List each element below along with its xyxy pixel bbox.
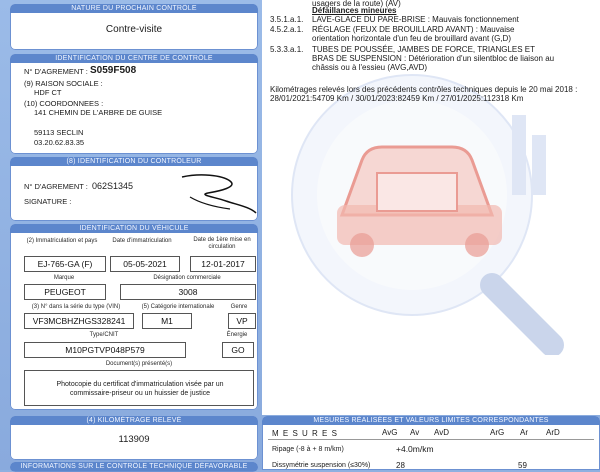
genre-label: Genre — [230, 304, 248, 310]
designation-label: Désignation commerciale — [153, 275, 221, 281]
center-raison-value: HDF CT — [34, 88, 62, 97]
first-circ-label: Date de 1ère mise en circulation — [193, 237, 251, 250]
defect-code-2: 4.5.2.a.1. — [270, 25, 304, 34]
partial-measure-label: Dissymétrie suspension (≤30%) — [272, 462, 371, 469]
docs-label: Document(s) présenté(s) — [105, 361, 173, 367]
center-agrement-value: S059F508 — [90, 65, 137, 76]
next-control-box — [10, 4, 258, 50]
ripage-value: +4.0m/km — [396, 444, 434, 454]
km-history: Kilométrages relevés lors des précédents contrôles techniques depuis le 20 mai 2018 : 28/01/2021:54709 Km / 30/01/2023:82459 Km / 27/01/2025:112318 Km — [270, 85, 578, 103]
center-raison-label: (9) RAISON SOCIALE : — [24, 79, 103, 88]
mileage-value: 113909 — [118, 434, 150, 445]
cnit-field: M10PGTVP048P579 — [24, 342, 186, 358]
measures-col-ar: Ar — [520, 428, 528, 437]
controller-header: (8) IDENTIFICATION DU CONTRÔLEUR — [10, 157, 258, 166]
unfavorable-info-header: INFORMATIONS SUR LE CONTRÔLE TECHNIQUE DÉFAVORABLE — [10, 462, 258, 471]
designation-field: 3008 — [120, 284, 256, 300]
mileage-box — [10, 416, 258, 460]
controller-agrement-label: N° D'AGREMENT : — [24, 182, 88, 191]
measures-divider — [268, 439, 594, 440]
defects-panel — [262, 0, 600, 415]
minor-defects-title: Défaillances mineures — [312, 6, 397, 15]
date-immat-field: 05-05-2021 — [110, 256, 180, 272]
measures-col-arg: ArG — [490, 428, 505, 437]
center-agrement-label: N° D'AGREMENT : — [24, 67, 88, 76]
next-control-value: Contre-visite — [105, 24, 163, 35]
categorie-field: M1 — [142, 313, 192, 329]
measures-col-title: M E S U R E S — [272, 429, 338, 438]
measures-col-avg: AvG — [382, 428, 398, 437]
date-immat-label: Date d'immatriculation — [112, 238, 172, 244]
categorie-label: (5) Catégorie internationale — [141, 304, 215, 310]
center-box — [10, 54, 258, 154]
energie-label: Énergie — [226, 332, 248, 338]
center-address2: 59113 SECLIN — [34, 128, 84, 137]
immat-label: (2) Immatriculation et pays — [26, 238, 98, 244]
measures-box — [262, 416, 600, 470]
signature-drawing — [160, 167, 258, 217]
center-phone: 03.20.62.83.35 — [34, 138, 85, 147]
defect-text-1: LAVE-GLACE DU PARE-BRISE : Mauvais fonctionnement — [312, 15, 519, 24]
ripage-label: Ripage (-8 à + 8 m/km) — [272, 446, 344, 453]
defect-code-3: 5.3.3.a.1. — [270, 45, 304, 54]
first-circ-field: 12-01-2017 — [190, 256, 256, 272]
docs-field — [24, 370, 254, 406]
controller-agrement-value: 062S1345 — [92, 181, 134, 191]
measures-col-av: Av — [410, 428, 420, 437]
next-control-header: NATURE DU PROCHAIN CONTRÔLE — [10, 4, 258, 13]
docs-value: Photocopie du certificat d'immatriculation visée par un commissaire-priseur ou un huissier de justice — [56, 381, 224, 397]
marque-label: Marque — [53, 275, 75, 281]
partial-measure-v1: 28 — [396, 461, 405, 470]
defect-code-1: 3.5.1.a.1. — [270, 15, 304, 24]
defect-top-partial: usagers de la route) (AV) — [312, 0, 401, 8]
center-address1: 141 CHEMIN DE L'ARBRE DE GUISE — [34, 108, 163, 117]
cnit-label: Type/CNIT — [89, 332, 119, 338]
partial-measure-v2: 59 — [518, 461, 527, 470]
immat-field: EJ-765-GA (F) — [24, 256, 106, 272]
genre-field: VP — [228, 313, 256, 329]
vin-field: VF3MCBHZHGS328241 — [24, 313, 134, 329]
measures-col-avd: AvD — [434, 428, 449, 437]
unfavorable-info-box — [10, 462, 258, 472]
mileage-header: (4) KILOMÉTRAGE RELEVÉ — [10, 416, 258, 425]
center-coord-label: (10) COORDONNEES : — [24, 99, 104, 108]
marque-field: PEUGEOT — [24, 284, 106, 300]
vehicle-header: IDENTIFICATION DU VÉHICULE — [10, 224, 258, 233]
vin-label: (3) N° dans la série du type (VIN) — [31, 304, 121, 310]
defect-text-3: TUBES DE POUSSÉE, JAMBES DE FORCE, TRIANGLES ET BRAS DE SUSPENSION : Détérioration d'un silentbloc de liaison au châssis ou à l'essieu (AVG,AVD) — [312, 45, 555, 72]
defect-text-2: RÉGLAGE (FEUX DE BROUILLARD AVANT) : Mauvaise orientation horizontale d'un feu de brouillard avant (G,D) — [312, 25, 515, 43]
energie-field: GO — [222, 342, 254, 358]
controller-box — [10, 157, 258, 221]
controller-signature-label: SIGNATURE : — [24, 197, 72, 206]
center-header: IDENTIFICATION DU CENTRE DE CONTRÔLE — [10, 54, 258, 63]
measures-col-ard: ArD — [546, 428, 560, 437]
measures-header: MESURES RÉALISÉES ET VALEURS LIMITES CORRESPONDANTES — [262, 416, 600, 425]
vehicle-box — [10, 224, 258, 410]
